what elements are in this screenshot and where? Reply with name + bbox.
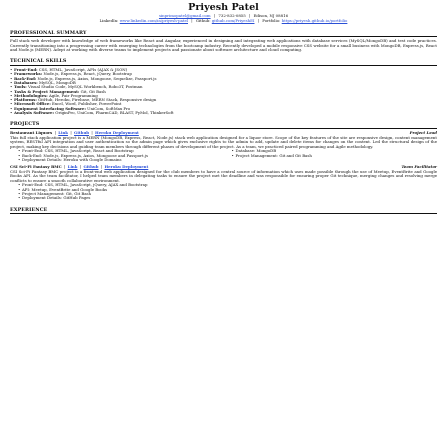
separator: |	[91, 130, 93, 136]
project-link[interactable]: Link	[58, 130, 68, 136]
project-role: Team Facilitator	[401, 164, 437, 170]
location: Edison, NJ 08816	[253, 13, 289, 18]
tech-item: • Database: MongoDB	[232, 149, 438, 153]
candidate-name: Priyesh Patel	[188, 2, 259, 13]
tech-item: • Back-End: Node.js, Express.js, Axios, Mongoose and Passport.js	[18, 154, 224, 158]
skill-item: • Platforms: GitHub, Heroku, Firebase, MERN Stack, Responsive design	[10, 98, 437, 102]
skill-item: • Equipment Interfacing Software: UniCom, SoftMax Pro	[10, 107, 437, 111]
skill-item: • Methodologies: Agile, Pair Programming	[10, 94, 437, 98]
tech-item: • API: Meetup, EventBrite and Google Books	[18, 188, 437, 192]
linkedin-label: LinkedIn:	[99, 18, 119, 24]
separator: |	[191, 18, 193, 24]
project-tech-list	[10, 183, 437, 200]
project-entry	[10, 131, 437, 162]
separator: |	[257, 18, 260, 24]
skill-item: • Back-End: Node.js, Express.js, Axios, Mongoose, Sequelize, Passport.js	[10, 77, 437, 81]
portfolio-label: Portfolio:	[262, 18, 281, 24]
tech-item: • Deployment Details: GitHub Pages	[18, 196, 437, 200]
experience-heading: EXPERIENCE	[10, 208, 437, 215]
skill-item: • Tools: Visual Studio Code, MySQL Workbench, Robo3T, Postman	[10, 85, 437, 89]
summary-text: Full stack web developer with knowledge of web frameworks like React and Angular, experienced in designing and integrating web applications with database services (MySQL/MongoDB) and test code practices. Currently transitioning into a progressing career with emerging technologies from the bootcamp industry. Recently developed a mobile responsive CSS website for a small business with MongoDB, Express.js, React and Node.js (MERN). Adept at working with diverse teams to implement projects and passionate about software architecture and cloud computing.	[10, 38, 437, 52]
tech-item: • Deployment Details: Heroku with Google Domains	[18, 158, 224, 162]
separator: |	[100, 164, 103, 170]
skills-heading: TECHNICAL SKILLS	[10, 59, 437, 66]
project-deployment-link[interactable]: Heroku Deployment	[104, 164, 149, 170]
project-role: Project Lead	[409, 130, 437, 136]
skill-item: • Analysis Software: OriginPro, UniCom, PharmCAD, BLAST, PyMol, ThinkerSoft	[10, 111, 437, 115]
project-tech-list	[10, 149, 437, 162]
project-github-link[interactable]: Github	[83, 164, 99, 170]
project-github-link[interactable]: Github	[74, 130, 89, 136]
project-description: This full stack application project is a MERN (MongoDB, Express, React, Node.js) stack web application designed for a liquor store. Scope of the key features of the site are responsive design, content management system, RESTful API integration and user authentication so the admin page which gives exclusive rights to the admin to add, update and delete items for changes on the content. Led the structural design of the project, making key decisions and guiding team members through different phases of development of the project. As a team, we practiced paired programming and Agile methodology.	[10, 134, 437, 149]
github-link[interactable]: github.com/PriyeshEI	[211, 18, 255, 24]
project-description: CSI Sci-Fi Fantasy BMC project is a front-end web application designed for the club members to have a central source of information which uses made possible through the use of Meetup, EventBrite and Google Books API. As the team facilitator, I helped team members in delegating tasks to ensure the project met the deadline and was responsible for ensuring proper Git technique, merging changes and resolving merge conflicts to ensure a smooth collaborative environment.	[10, 169, 437, 183]
tech-item: • Front-End: CSS, HTML, JavaScript, React and Bootstrap	[18, 149, 224, 153]
projects-heading: PROJECTS	[10, 122, 437, 129]
portfolio-link[interactable]: https://priyesh.github.io/portfolio	[281, 18, 348, 24]
phone-number: 732-832-0855	[218, 13, 246, 18]
skill-item: • Frameworks: Node.js, Express.js, React, jQuery, Bootstrap	[10, 72, 437, 76]
tech-item: • Project Management: Git and Git Bash	[232, 154, 438, 158]
project-deployment-link[interactable]: Heroku Deployment	[95, 130, 139, 136]
project-entry	[10, 165, 437, 200]
separator: |	[64, 164, 66, 170]
skill-item: • Databases: MySQL, MongoDB	[10, 81, 437, 85]
project-link[interactable]: Link	[67, 164, 78, 170]
separator: |	[54, 130, 56, 136]
email-link[interactable]: sinprimopatel@gmail.com	[158, 13, 211, 18]
skills-list	[10, 68, 437, 115]
separator: |	[249, 13, 251, 18]
linkedin-link[interactable]: www.linkedin.com/in/priyesh-patel	[119, 18, 188, 24]
separator: |	[79, 164, 82, 170]
summary-heading: PROFESSIONAL SUMMARY	[10, 31, 437, 38]
tech-item: • Front-End: CSS, HTML, JavaScript, jQuery, AJAX and Bootstrap	[18, 183, 437, 187]
separator: |	[213, 13, 216, 18]
project-title: Restaurant Liquors	[10, 130, 53, 136]
skill-item: • Front-End: CSS, HTML, JavaScript, APIs (AJAX & JSON)	[10, 68, 437, 72]
skill-item: • Tasks & Project Management: Git, Git Bash	[10, 90, 437, 94]
github-label: Github:	[195, 18, 211, 24]
separator: |	[70, 130, 72, 136]
tech-item: • Project Management: Git, Git Bash	[18, 192, 437, 196]
project-title: CSI Sci-Fi Fantasy BMC	[10, 164, 62, 170]
skill-item: • Microsoft Office: Excel, Word, Publisher, PowerPoint	[10, 102, 437, 106]
contact-line-2	[10, 19, 437, 23]
